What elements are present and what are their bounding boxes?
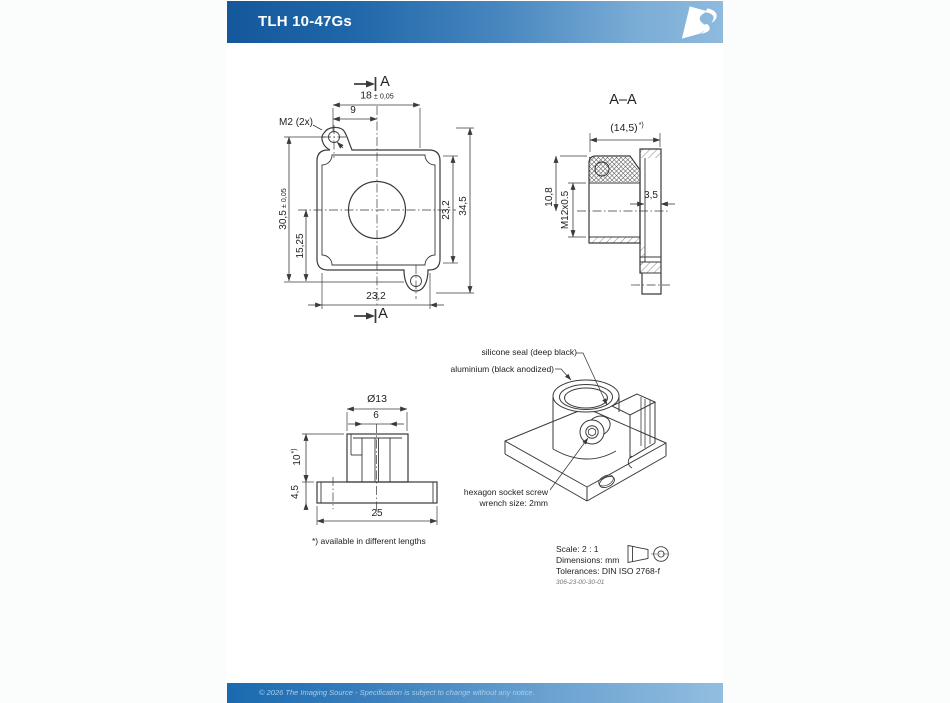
dim-1525-label: 15,25	[295, 233, 306, 259]
dim-35-label: 3,5	[644, 190, 658, 201]
tolerances-info: Tolerances: DIN ISO 2768-f	[556, 565, 660, 576]
dim-6-label: 6	[373, 410, 379, 421]
section-label-a-bottom: A	[378, 305, 388, 322]
thread-m2-label: M2 (2x)	[279, 117, 313, 128]
dim-45-label: 4,5	[290, 485, 301, 499]
dim-10-label: 10*)	[291, 448, 303, 466]
page-title: TLH 10-47Gs	[258, 13, 352, 30]
dim-345-label: 34,5	[458, 196, 469, 216]
dim-145-label: (14,5)*)	[610, 122, 644, 134]
side-view	[302, 409, 437, 525]
section-view	[556, 133, 675, 294]
aluminium-annotation: aluminium (black anodized)	[450, 363, 554, 374]
scale-info: Scale: 2 : 1	[556, 543, 599, 554]
dim-18-label: 18 ± 0,05	[360, 89, 394, 102]
section-arrow-bottom	[354, 309, 376, 323]
footer-bar	[227, 683, 723, 703]
first-angle-projection-symbol	[628, 546, 671, 563]
screw-annotation-line1: hexagon socket screw	[463, 486, 548, 497]
dim-232-bottom-label: 23,2	[366, 291, 386, 302]
dim-108-label: 10,8	[544, 187, 555, 207]
length-note: *) available in different lengths	[312, 535, 426, 546]
footer-copyright: © 2026 The Imaging Source - Specification is subject to change without any notice.	[259, 688, 535, 697]
dim-305-label: 30,5± 0,05	[278, 188, 289, 230]
dim-dia13-label: Ø13	[367, 392, 387, 405]
document-number: 306-23-00-30-01	[556, 578, 605, 586]
seal-annotation: silicone seal (deep black)	[481, 346, 577, 357]
thread-m12-label: M12x0.5	[560, 190, 571, 230]
dim-9-label: 9	[350, 105, 356, 116]
dim-232-right-label: 23,2	[441, 200, 452, 220]
screw-annotation-line2: wrench size: 2mm	[479, 497, 548, 508]
isometric-view	[505, 353, 666, 501]
section-label-a-top: A	[380, 73, 390, 90]
dim-25-label: 25	[371, 508, 383, 519]
dimensions-info: Dimensions: mm	[556, 554, 620, 565]
section-title: A–A	[609, 91, 637, 108]
